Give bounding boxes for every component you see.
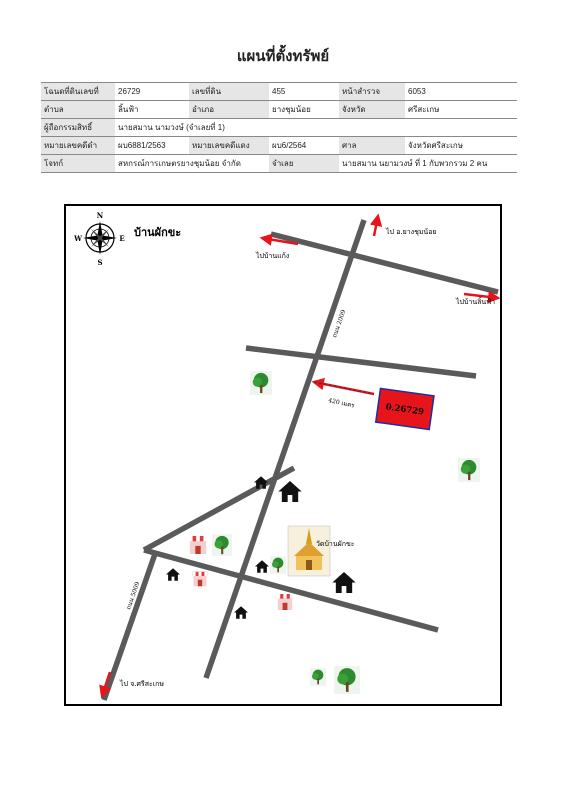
table-row xyxy=(41,137,517,155)
defendant-label: จำเลย xyxy=(269,155,339,173)
label-main-road: ถนน 2009 xyxy=(331,308,348,339)
compass-icon xyxy=(73,211,125,267)
deed-no-label: โฉนดที่ดินเลขที่ xyxy=(41,83,115,101)
court-value: จังหวัดศรีสะเกษ xyxy=(405,137,517,155)
subdistrict-value: ลิ้นฟ้า xyxy=(115,101,189,119)
plaintiff-value: สหกรณ์การเกษตรยางชุมน้อย จำกัด xyxy=(115,155,269,173)
left-road xyxy=(104,551,156,700)
roads xyxy=(104,220,498,700)
house-icon xyxy=(332,572,355,593)
temple-label: วัดบ้านผักขะ xyxy=(316,540,355,548)
shop-icon xyxy=(189,536,207,554)
label-sisaket: ไป จ.ศรีสะเกษ xyxy=(120,680,164,688)
compass-n: N xyxy=(96,211,104,220)
house-icon xyxy=(234,606,248,619)
label-linfa: ไปบ้านลิ้นฟ้า xyxy=(456,298,496,306)
compass-s: S xyxy=(97,258,103,267)
label-yangchum: ไป อ.ยางชุมน้อย xyxy=(386,228,437,236)
red-case-label: หมายเลขคดีแดง xyxy=(189,137,269,155)
label-left-road: ถนน 5009 xyxy=(125,580,142,611)
middle-road xyxy=(246,348,476,376)
black-case-label: หมายเลขคดีดำ xyxy=(41,137,115,155)
tree-icon xyxy=(334,666,360,694)
label-baenkaeng: ไปบ้านแก้ง xyxy=(256,252,290,260)
page-title: แผนที่ตั้งทรัพย์ xyxy=(236,47,330,65)
house-icon xyxy=(255,560,269,573)
plaintiff-label: โจทก์ xyxy=(41,155,115,173)
market-icon xyxy=(193,572,208,587)
survey-page-label: หน้าสำรวจ xyxy=(339,83,405,101)
black-case-value: ผบ6881/2563 xyxy=(115,137,189,155)
table-row xyxy=(41,155,517,173)
land-no-value: 455 xyxy=(269,83,339,101)
house-icon xyxy=(166,568,180,581)
province-value: ศรีสะเกษ xyxy=(405,101,517,119)
house-icon xyxy=(278,481,301,502)
tree-icon xyxy=(212,534,232,556)
district-label: อำเภอ xyxy=(189,101,269,119)
district-value: ยางชุมน้อย xyxy=(269,101,339,119)
table-row xyxy=(41,119,517,137)
tree-icon xyxy=(250,371,272,395)
province-label: จังหวัด xyxy=(339,101,405,119)
subdistrict-label: ตำบล xyxy=(41,101,115,119)
property-info-table xyxy=(41,82,517,173)
compass-e: E xyxy=(119,234,125,243)
temple-icon xyxy=(288,526,330,576)
table-row xyxy=(41,83,517,101)
survey-page-value: 6053 xyxy=(405,83,517,101)
location-map xyxy=(64,204,502,706)
label-distance: 420 เมตร xyxy=(327,397,355,410)
tree-icon xyxy=(310,668,326,685)
owner-value: นายสมาน นามวงษ์ (จำเลยที่ 1) xyxy=(115,119,517,137)
land-no-label: เลขที่ดิน xyxy=(189,83,269,101)
red-case-value: ผบ6/2564 xyxy=(269,137,339,155)
tree-icon xyxy=(270,556,286,573)
deed-no-value: 26729 xyxy=(115,83,189,101)
parcel-marker xyxy=(376,388,434,429)
arrow-yangchum-icon xyxy=(374,216,378,236)
compass-w: W xyxy=(74,234,82,243)
owner-label: ผู้ถือกรรมสิทธิ์ xyxy=(41,119,115,137)
map-canvas xyxy=(66,206,502,706)
village-name: บ้านผักขะ xyxy=(134,226,182,239)
parcel-label: 0.26729 xyxy=(384,402,425,418)
defendant-value: นายสมาน นยามวงษ์ ที่ 1 กับพวกรวม 2 คน xyxy=(339,155,517,173)
tree-icon xyxy=(458,458,480,482)
shop-icon xyxy=(277,594,293,610)
top-road xyxy=(271,234,498,292)
court-label: ศาล xyxy=(339,137,405,155)
table-row xyxy=(41,101,517,119)
